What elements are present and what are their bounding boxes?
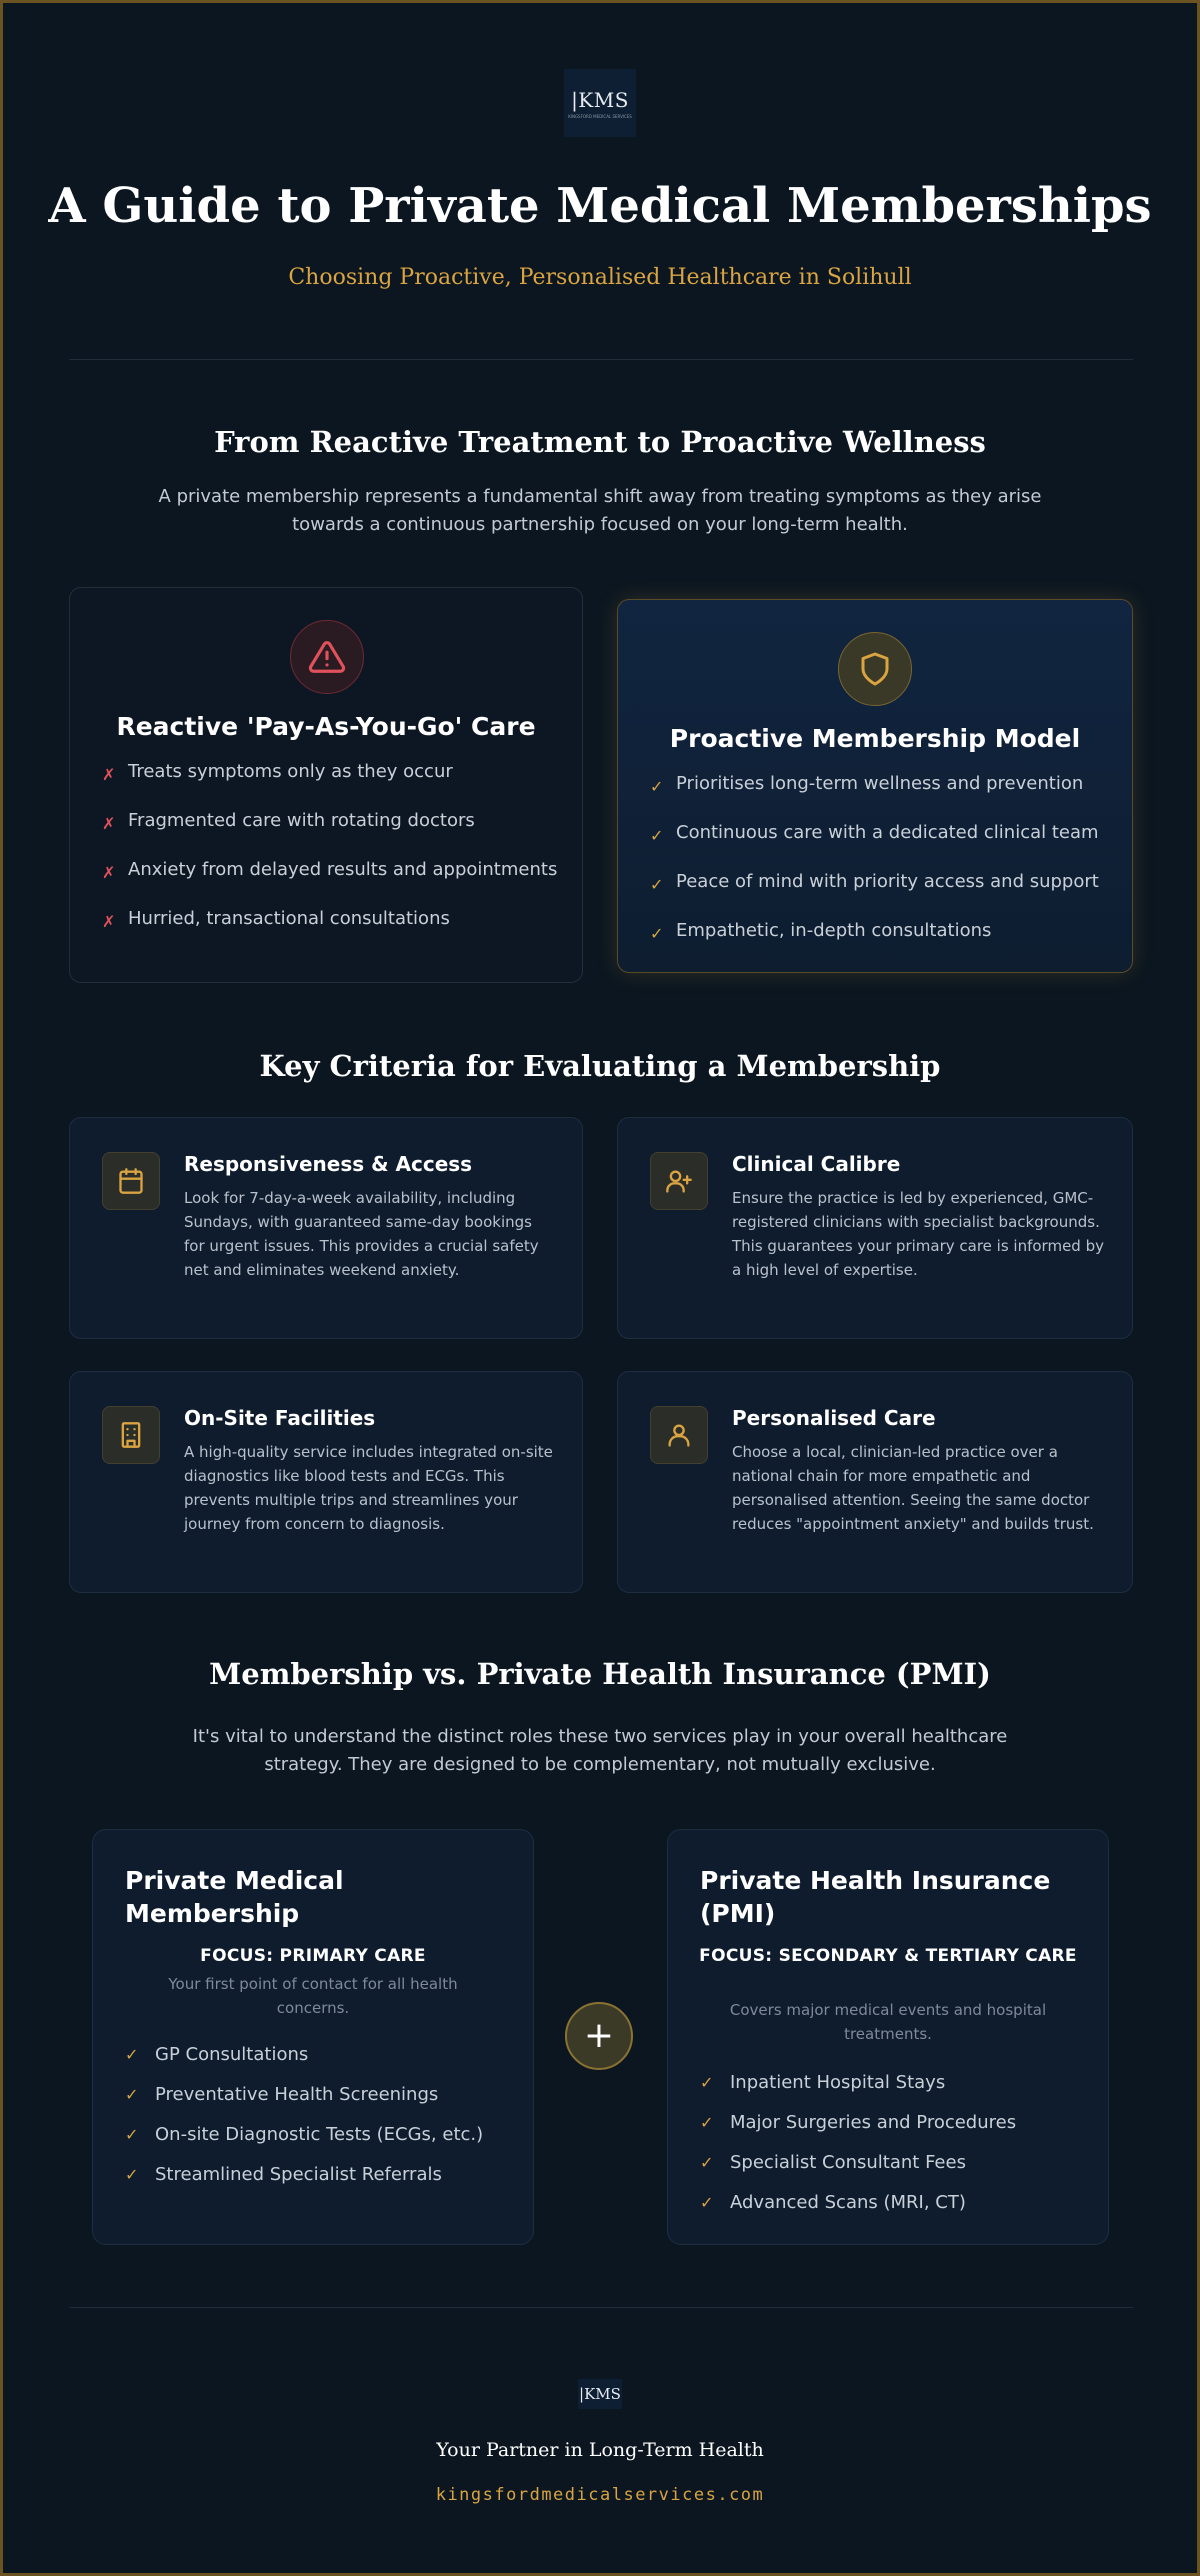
building-icon bbox=[102, 1406, 160, 1464]
divider bbox=[69, 359, 1133, 360]
criteria-card-title: Responsiveness & Access bbox=[184, 1152, 473, 1176]
cross-icon: ✗ bbox=[102, 765, 116, 784]
membership-focus: FOCUS: PRIMARY CARE bbox=[200, 1946, 426, 1966]
check-icon: ✓ bbox=[125, 2084, 139, 2104]
list-item-text: Treats symptoms only as they occur bbox=[128, 761, 453, 782]
list-item-text: Continuous care with a dedicated clinical team bbox=[676, 822, 1099, 843]
insurance-card-heading: Private Health Insurance (PMI) bbox=[700, 1866, 1051, 1928]
check-icon: ✓ bbox=[700, 2152, 714, 2172]
list-item bbox=[125, 2114, 517, 2154]
list-item-text: Specialist Consultant Fees bbox=[730, 2151, 966, 2173]
list-item bbox=[125, 2034, 517, 2074]
membership-description: Your first point of contact for all health concerns. bbox=[168, 1975, 458, 2017]
list-item bbox=[650, 868, 1108, 899]
list-item bbox=[125, 2154, 517, 2194]
list-item bbox=[700, 2062, 1092, 2102]
list-item bbox=[700, 2182, 1092, 2222]
shift-section-title: From Reactive Treatment to Proactive Wellness bbox=[214, 425, 986, 459]
user-plus-icon bbox=[650, 1152, 708, 1210]
criteria-section-title: Key Criteria for Evaluating a Membership bbox=[259, 1049, 941, 1083]
user-icon bbox=[650, 1406, 708, 1464]
criteria-card-title: Clinical Calibre bbox=[732, 1152, 901, 1176]
criteria-card-text: Choose a local, clinician-led practice over a national chain for more empathetic and personalised attention. Seeing the same doctor reduces "appointment anxiety" and builds trust. bbox=[732, 1443, 1094, 1533]
check-icon: ✓ bbox=[125, 2044, 139, 2064]
footer-logo-text: |KMS bbox=[579, 2385, 621, 2403]
reactive-card-heading: Reactive 'Pay-As-You-Go' Care bbox=[116, 712, 536, 741]
logo-small-text: KINGSFORD MEDICAL SERVICES bbox=[568, 113, 632, 119]
footer-tagline: Your Partner in Long-Term Health bbox=[436, 2439, 764, 2461]
list-item-text: Hurried, transactional consultations bbox=[128, 908, 450, 929]
check-icon: ✓ bbox=[700, 2192, 714, 2212]
insurance-description: Covers major medical events and hospital treatments. bbox=[729, 2001, 1047, 2043]
footer-logo bbox=[578, 2379, 622, 2409]
criteria-card-responsiveness bbox=[69, 1117, 583, 1339]
kms-logo bbox=[564, 69, 636, 137]
proactive-list bbox=[650, 770, 1108, 966]
list-item-text: Advanced Scans (MRI, CT) bbox=[730, 2191, 966, 2213]
list-item-text: Inpatient Hospital Stays bbox=[730, 2071, 946, 2093]
shift-section-intro: A private membership represents a fundamental shift away from treating symptoms as they arise towards a continuous partnership focused on your long-term health. bbox=[158, 486, 1042, 535]
page-title: A Guide to Private Medical Memberships bbox=[48, 178, 1152, 234]
list-item bbox=[125, 2074, 517, 2114]
insurance-card bbox=[667, 1829, 1109, 2245]
list-item-text: Major Surgeries and Procedures bbox=[730, 2111, 1017, 2133]
insurance-focus: FOCUS: SECONDARY & TERTIARY CARE bbox=[699, 1946, 1077, 1966]
list-item-text: GP Consultations bbox=[155, 2043, 309, 2065]
plus-icon: + bbox=[565, 2002, 633, 2070]
criteria-card-title: On-Site Facilities bbox=[184, 1406, 376, 1430]
website-link[interactable]: kingsfordmedicalservices.com bbox=[435, 2485, 765, 2505]
list-item bbox=[102, 856, 558, 887]
criteria-card-on-site-facilities bbox=[69, 1371, 583, 1593]
criteria-card-personalised-care bbox=[617, 1371, 1133, 1593]
check-icon: ✓ bbox=[650, 875, 664, 894]
cross-icon: ✗ bbox=[102, 863, 116, 882]
membership-card-heading: Private Medical Membership bbox=[125, 1866, 344, 1928]
pmi-section-intro: It's vital to understand the distinct roles these two services play in your overall healthcare strategy. They are designed to be complementary, not mutually exclusive. bbox=[192, 1726, 1008, 1775]
check-icon: ✓ bbox=[125, 2124, 139, 2144]
check-icon: ✓ bbox=[700, 2072, 714, 2092]
criteria-card-title: Personalised Care bbox=[732, 1406, 936, 1430]
list-item bbox=[102, 807, 558, 838]
list-item-text: Anxiety from delayed results and appointments bbox=[128, 859, 558, 880]
membership-list bbox=[125, 2034, 517, 2194]
pmi-section-title: Membership vs. Private Health Insurance (PMI) bbox=[209, 1657, 991, 1691]
list-item-text: Prioritises long-term wellness and prevention bbox=[676, 773, 1084, 794]
list-item-text: Preventative Health Screenings bbox=[155, 2083, 439, 2105]
calendar-icon bbox=[102, 1152, 160, 1210]
check-icon: ✓ bbox=[650, 777, 664, 796]
reactive-care-card bbox=[69, 587, 583, 983]
list-item bbox=[102, 905, 558, 936]
list-item-text: Peace of mind with priority access and support bbox=[676, 871, 1099, 892]
cross-icon: ✗ bbox=[102, 912, 116, 931]
list-item-text: Empathetic, in-depth consultations bbox=[676, 920, 992, 941]
list-item-text: Streamlined Specialist Referrals bbox=[155, 2163, 442, 2185]
criteria-card-text: Ensure the practice is led by experienced, GMC-registered clinicians with specialist backgrounds. This guarantees your primary care is informed by a high level of expertise. bbox=[732, 1189, 1104, 1279]
infographic-page bbox=[3, 3, 1197, 2573]
list-item-text: Fragmented care with rotating doctors bbox=[128, 810, 475, 831]
criteria-card-text: A high-quality service includes integrated on-site diagnostics like blood tests and ECGs. This prevents multiple trips and streamlines your journey from concern to diagnosis. bbox=[184, 1443, 553, 1533]
logo-text: |KMS bbox=[571, 87, 629, 112]
check-icon: ✓ bbox=[125, 2164, 139, 2184]
divider bbox=[69, 2307, 1133, 2308]
page-subtitle: Choosing Proactive, Personalised Healthcare in Solihull bbox=[288, 265, 912, 290]
check-icon: ✓ bbox=[700, 2112, 714, 2132]
warning-triangle-icon bbox=[290, 620, 364, 694]
list-item bbox=[700, 2142, 1092, 2182]
criteria-card-clinical-calibre bbox=[617, 1117, 1133, 1339]
list-item bbox=[650, 819, 1108, 850]
list-item-text: On-site Diagnostic Tests (ECGs, etc.) bbox=[155, 2123, 484, 2145]
check-icon: ✓ bbox=[650, 924, 664, 943]
list-item bbox=[700, 2102, 1092, 2142]
list-item bbox=[102, 758, 558, 789]
reactive-list bbox=[102, 758, 558, 954]
insurance-list bbox=[700, 2062, 1092, 2222]
shield-icon bbox=[838, 632, 912, 706]
check-icon: ✓ bbox=[650, 826, 664, 845]
cross-icon: ✗ bbox=[102, 814, 116, 833]
criteria-card-text: Look for 7-day-a-week availability, including Sundays, with guaranteed same-day bookings for urgent issues. This provides a crucial safety net and eliminates weekend anxiety. bbox=[184, 1189, 539, 1279]
list-item bbox=[650, 770, 1108, 801]
membership-card bbox=[92, 1829, 534, 2245]
proactive-card-heading: Proactive Membership Model bbox=[669, 724, 1081, 753]
proactive-membership-card bbox=[617, 599, 1133, 973]
list-item bbox=[650, 917, 1108, 948]
